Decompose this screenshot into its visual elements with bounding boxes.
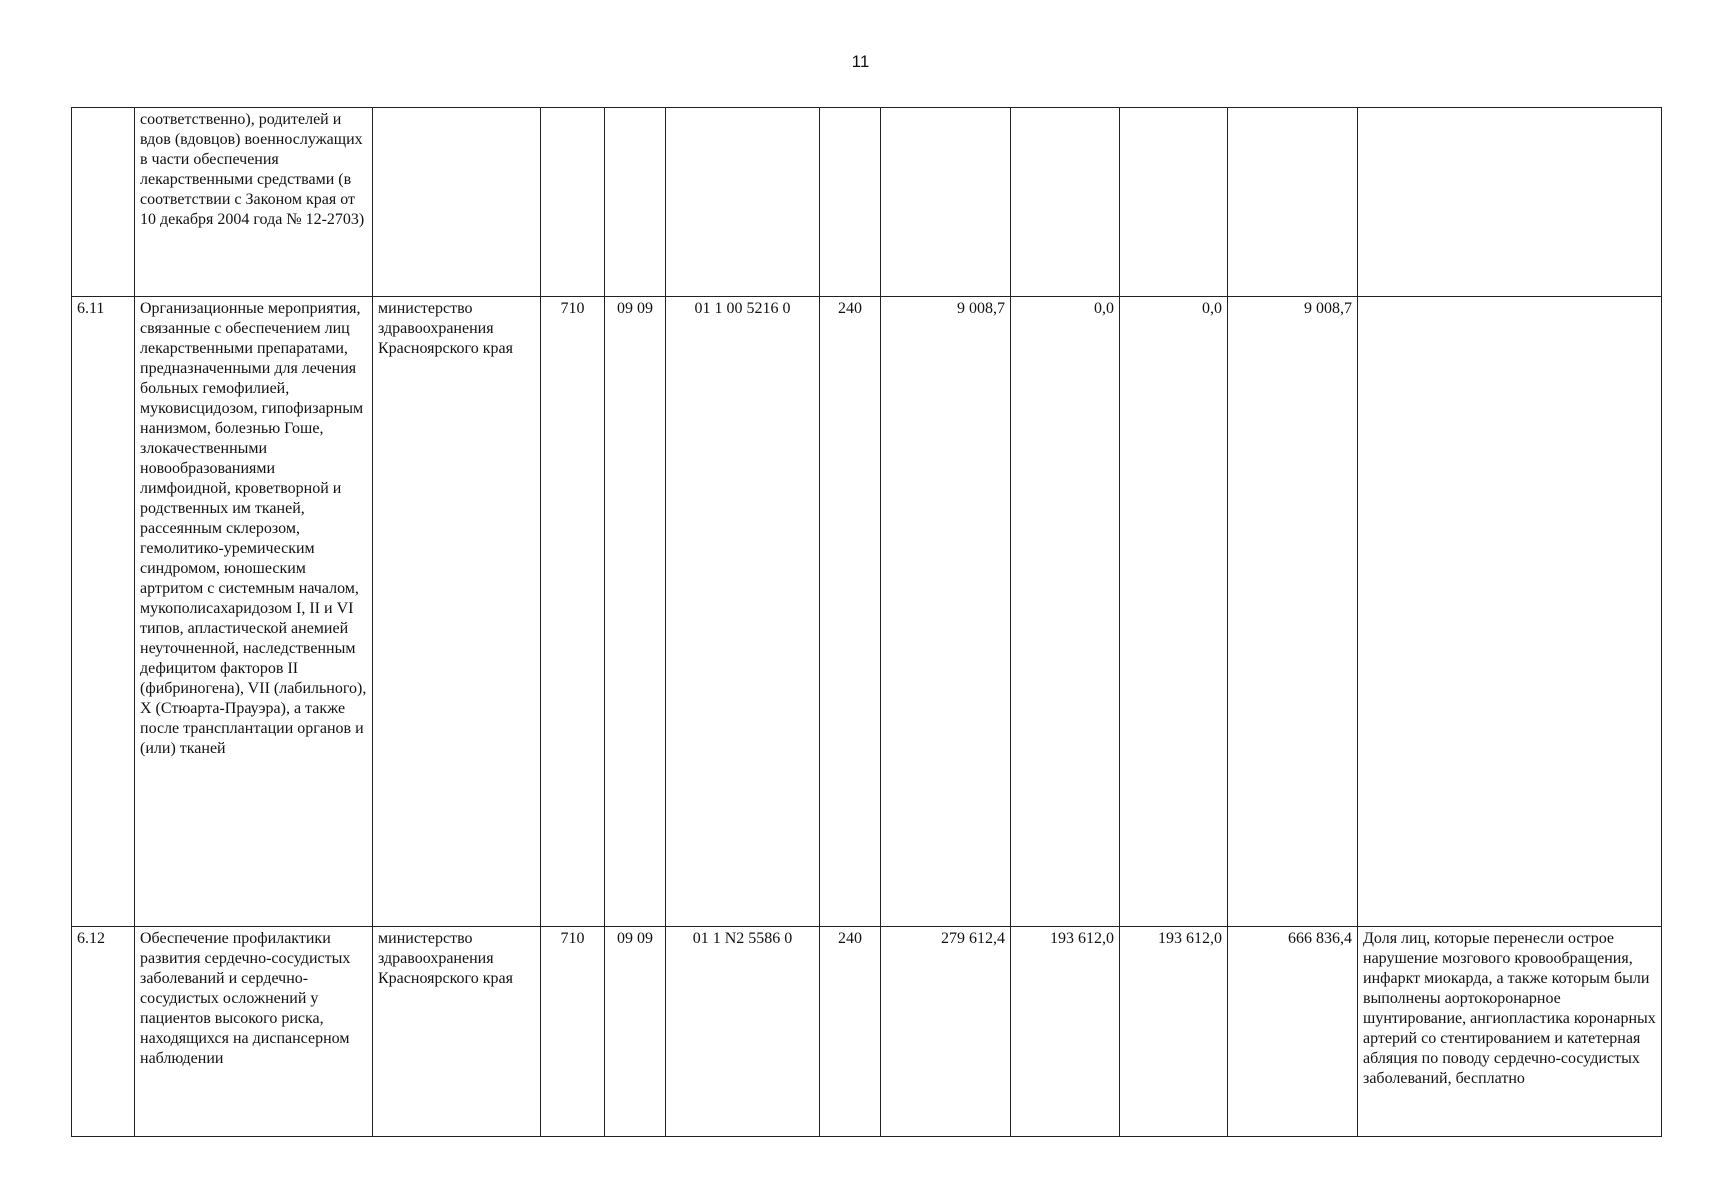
row-index (72, 108, 135, 297)
table-row (72, 927, 1662, 1137)
row-index: 6.12 (72, 927, 135, 1137)
administrator (373, 108, 541, 297)
grbs-code (541, 108, 605, 297)
amount-year-2 (1011, 108, 1120, 297)
amount-year-1 (881, 108, 1011, 297)
table-row (72, 297, 1662, 927)
page-number: 11 (851, 52, 870, 71)
section-code (605, 108, 666, 297)
amount-year-3: 193 612,0 (1120, 927, 1228, 1137)
amount-year-1: 279 612,4 (881, 927, 1011, 1137)
amount-year-3: 0,0 (1120, 297, 1228, 927)
expense-type-code (820, 108, 881, 297)
target-article-code (666, 108, 820, 297)
measure-name: Обеспечение профилактики развития сердечно-сосудистых заболеваний и сердечно-сосудистых осложнений у пациентов высокого риска, находящихся на диспансерном наблюдении (135, 927, 373, 1137)
measure-name: соответственно), родителей и вдов (вдовцов) военнослужащих в части обеспечения лекарственными средствами (в соответствии с Законом края от 10 декабря 2004 года № 12-2703) (135, 108, 373, 297)
grbs-code: 710 (541, 297, 605, 927)
expense-type-code: 240 (820, 927, 881, 1137)
target-article-code: 01 1 00 5216 0 (666, 297, 820, 927)
amount-year-2: 0,0 (1011, 297, 1120, 927)
expense-type-code: 240 (820, 297, 881, 927)
amount-year-2: 193 612,0 (1011, 927, 1120, 1137)
expected-result (1358, 297, 1662, 927)
grbs-code: 710 (541, 927, 605, 1137)
expected-result: Доля лиц, которые перенесли острое нарушение мозгового кровообращения, инфаркт миокарда, а также которым были выполнены аортокоронарное шунтирование, ангиопластика коронарных артерий со стентированием и катетерная абляция по поводу сердечно-сосудистых заболеваний, бесплатно (1358, 927, 1662, 1137)
section-code: 09 09 (605, 927, 666, 1137)
table-row (72, 108, 1662, 297)
administrator: министерство здравоохранения Красноярского края (373, 927, 541, 1137)
amount-total: 666 836,4 (1228, 927, 1358, 1137)
administrator: министерство здравоохранения Красноярского края (373, 297, 541, 927)
amount-year-1: 9 008,7 (881, 297, 1011, 927)
amount-total (1228, 108, 1358, 297)
amount-year-3 (1120, 108, 1228, 297)
row-index: 6.11 (72, 297, 135, 927)
section-code: 09 09 (605, 297, 666, 927)
measure-name: Организационные мероприятия, связанные с обеспечением лиц лекарственными препаратами, предназначенными для лечения больных гемофилией, муковисцидозом, гипофизарным нанизмом, болезнью Гоше, злокачественными новообразованиями лимфоидной, кроветворной и родственных им тканей, рассеянным склерозом, гемолитико-уремическим синдромом, юношеским артритом с системным началом, мукополисахаридозом I, II и VI типов, апластической анемией неуточненной, наследственным дефицитом факторов II (фибриногена), VII (лабильного), X (Стюарта-Прауэра), а также после трансплантации органов и (или) тканей (135, 297, 373, 927)
target-article-code: 01 1 N2 5586 0 (666, 927, 820, 1137)
amount-total: 9 008,7 (1228, 297, 1358, 927)
budget-table (71, 107, 1662, 1137)
expected-result (1358, 108, 1662, 297)
